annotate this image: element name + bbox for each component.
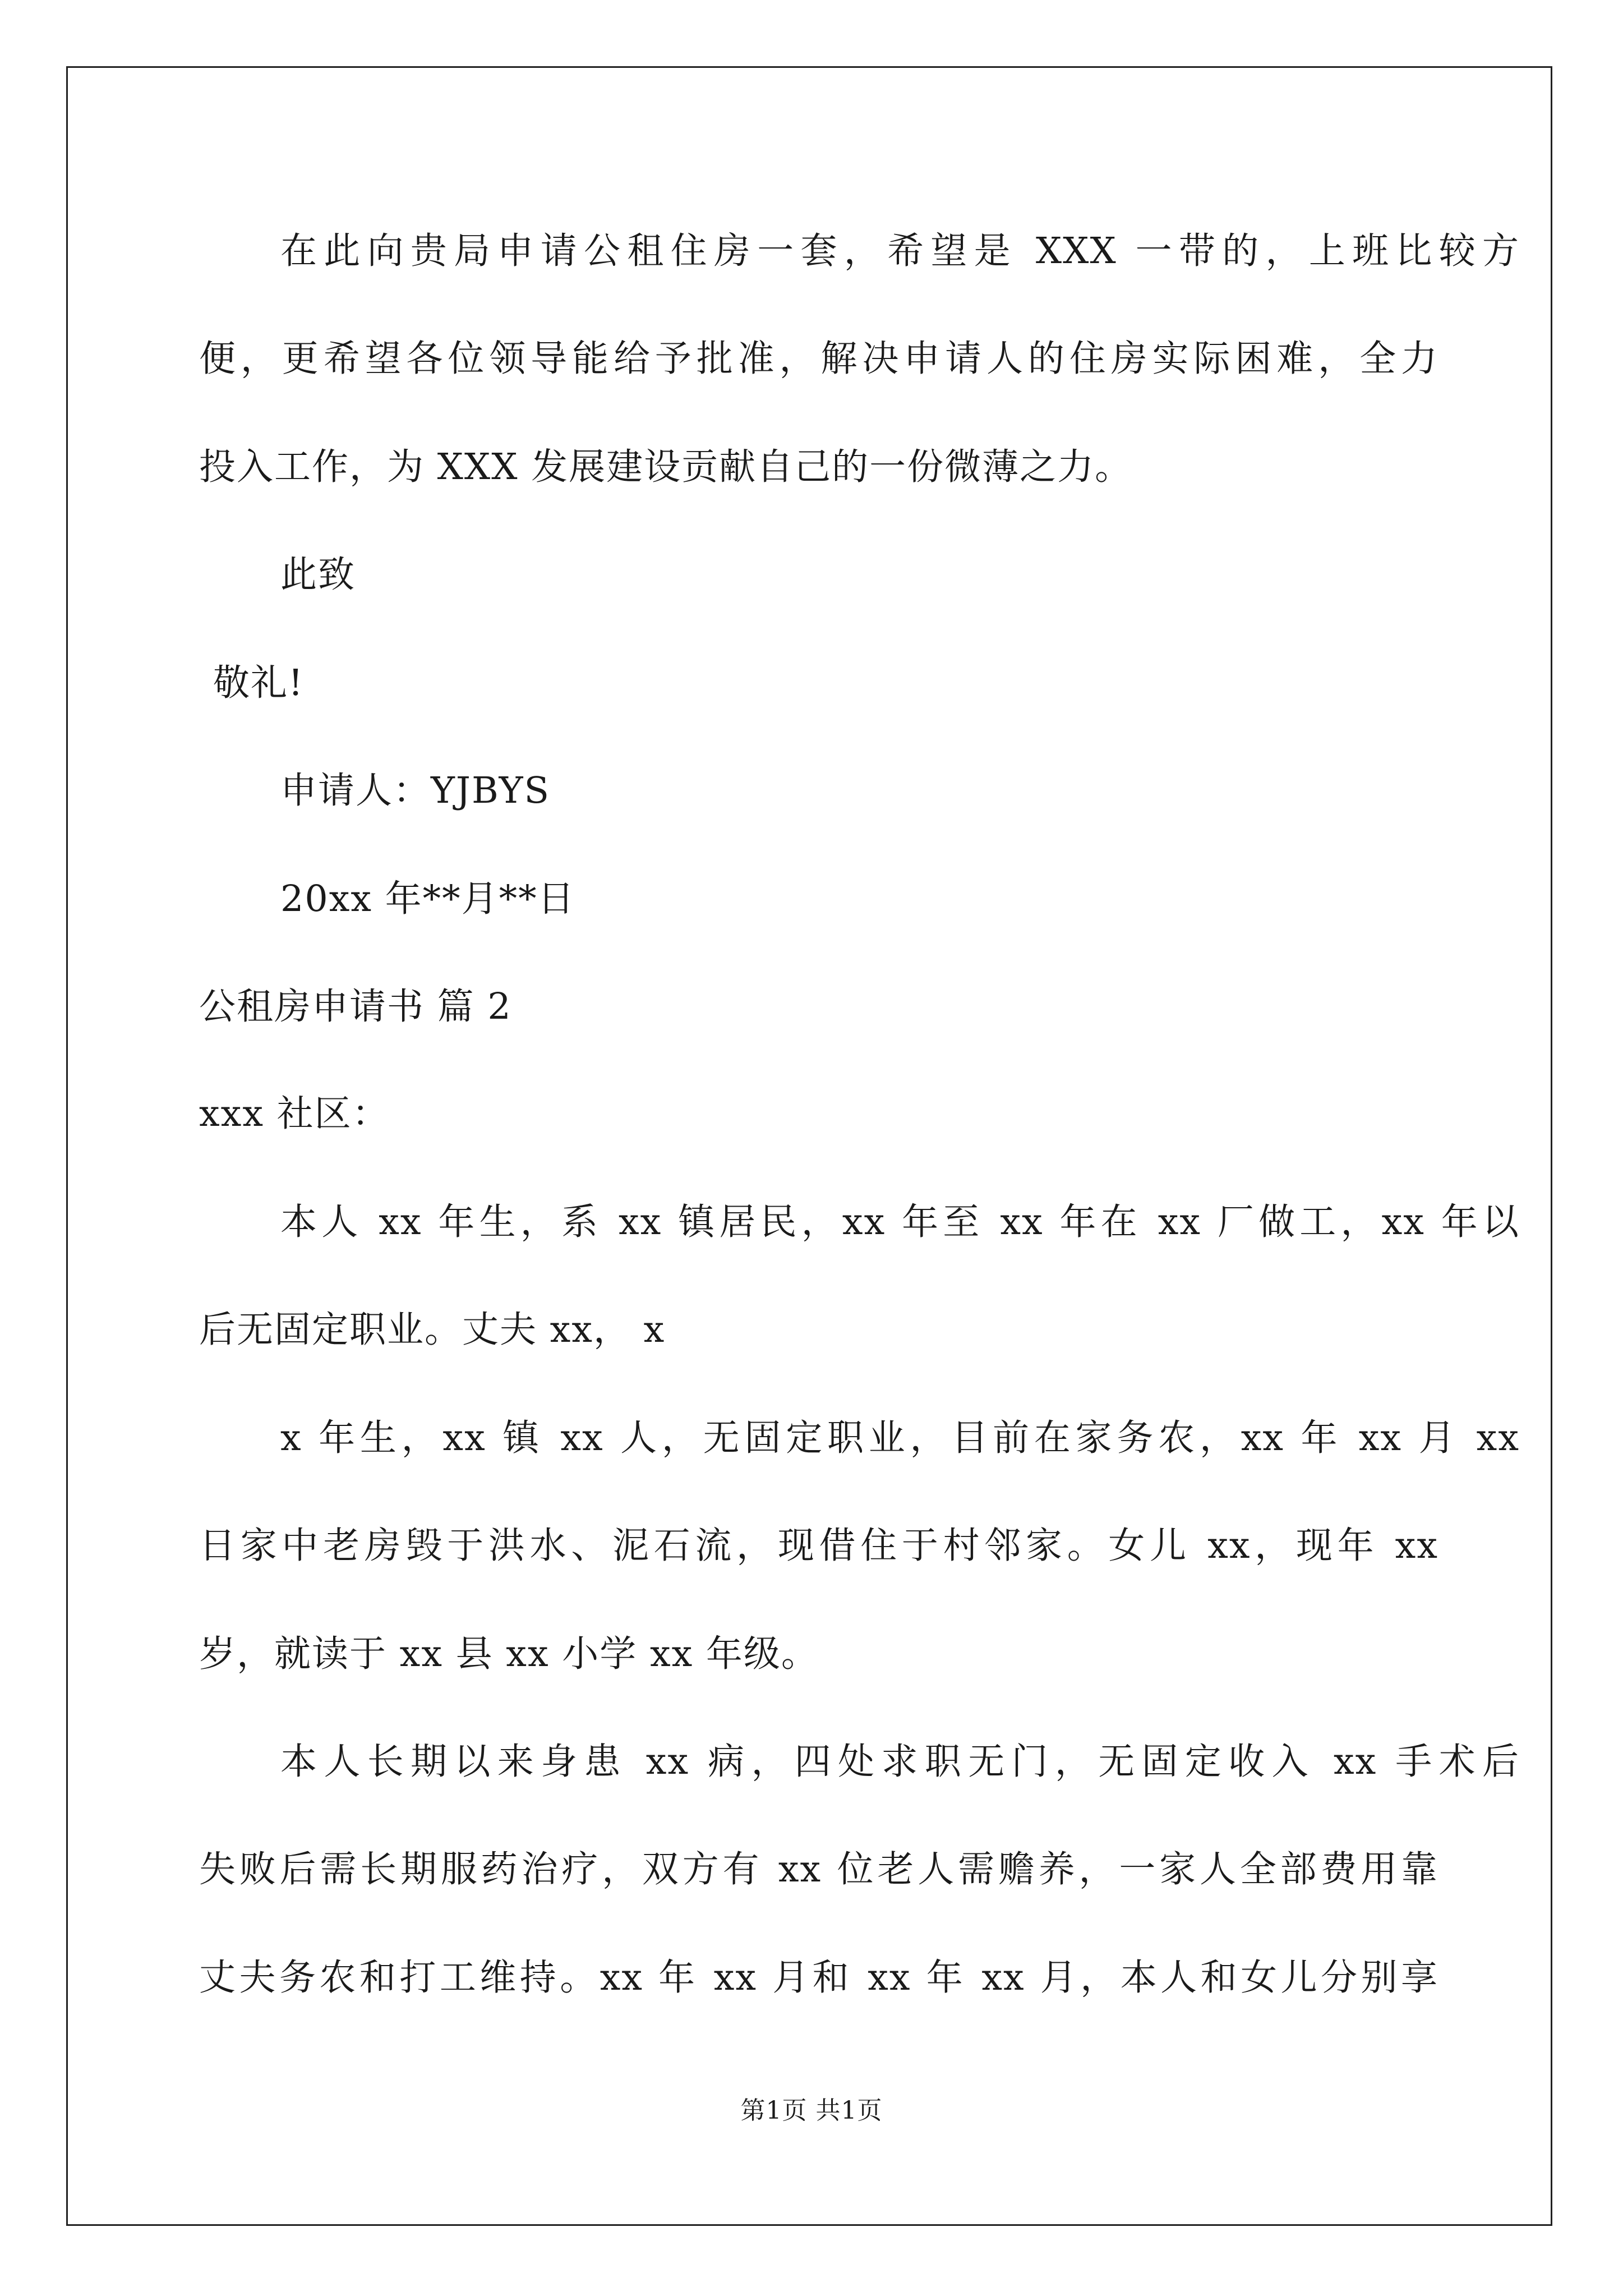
paragraph-2-line-1: 本人 xx 年生，系 xx 镇居民，xx 年至 xx 年在 xx 厂做工，xx 年以 [280,1201,1520,1243]
paragraph-1-line-3: 投入工作，为 XXX 发展建设贡献自己的一份微薄之力。 [199,446,1133,488]
paragraph-1-line-2: 便，更希望各位领导能给予批准，解决申请人的住房实际困难，全力 [199,338,1438,380]
page-footer: 第1页 共1页 [740,2096,883,2125]
paragraph-3-line-2: 日家中老房毁于洪水、泥石流，现借住于村邻家。女儿 xx，现年 xx [199,1525,1438,1567]
application-date: 20xx 年**月**日 [280,878,575,920]
closing-regards: 敬礼! [213,662,305,704]
page-border [66,66,1552,2226]
recipient-line: xxx 社区： [199,1093,390,1135]
paragraph-3-line-3: 岁，就读于 xx 县 xx 小学 xx 年级。 [199,1633,819,1675]
applicant-signature: 申请人：YJBYS [280,770,551,812]
paragraph-4-line-1: 本人长期以来身患 xx 病，四处求职无门，无固定收入 xx 手术后 [280,1741,1520,1783]
paragraph-4-line-2: 失败后需长期服药治疗，双方有 xx 位老人需赡养，一家人全部费用靠 [199,1848,1438,1890]
paragraph-2-line-2: 后无固定职业。丈夫 xx， x [199,1309,666,1351]
paragraph-1-line-1: 在此向贵局申请公租住房一套，希望是 XXX 一带的，上班比较方 [280,230,1520,272]
closing-salutation: 此致 [280,554,356,596]
paragraph-4-line-3: 丈夫务农和打工维持。xx 年 xx 月和 xx 年 xx 月，本人和女儿分别享 [199,1957,1438,1999]
paragraph-3-line-1: x 年生，xx 镇 xx 人，无固定职业，目前在家务农，xx 年 xx 月 xx [280,1417,1520,1459]
section-heading: 公租房申请书 篇 2 [199,986,512,1028]
